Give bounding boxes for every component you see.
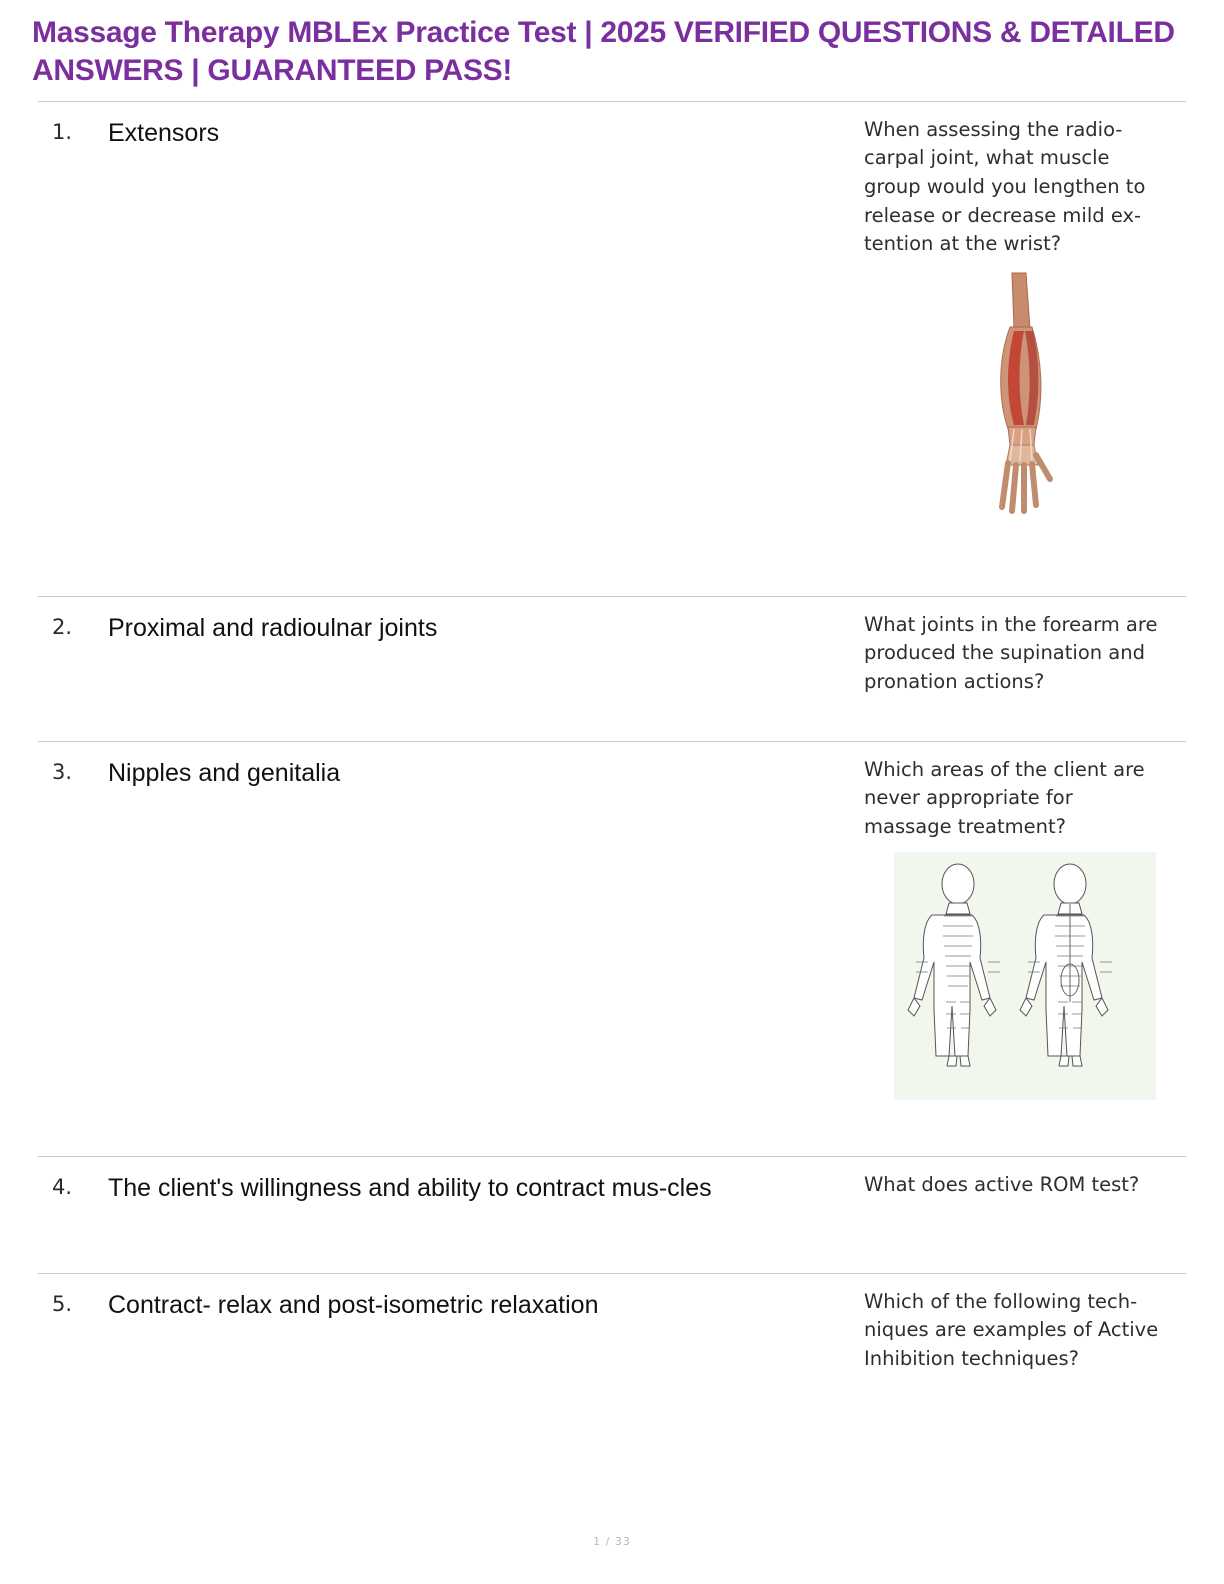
question-text: When assessing the radio-carpal joint, what muscle group would you lengthen to release or decrease mild ex-tention at the wrist?: [864, 117, 1146, 256]
table-row: [40, 1274, 1184, 1438]
table-row: [40, 597, 1184, 741]
answer-text: Contract- relax and post-isometric relaxation: [108, 1290, 599, 1319]
table-row: [40, 102, 1184, 596]
question-text: Which of the following tech-niques are examples of Active Inhibition techniques?: [864, 1289, 1159, 1371]
answer-text: The client's willingness and ability to contract mus-cles: [108, 1173, 712, 1202]
row-number: 2.: [52, 614, 73, 639]
body-chart-figure: [864, 852, 1164, 1109]
table-row: [40, 742, 1184, 1156]
row-number: 4.: [52, 1174, 73, 1199]
question-cell: [864, 116, 1164, 523]
table-row: [40, 1157, 1184, 1273]
question-cell: [864, 1288, 1164, 1374]
question-cell: [864, 1171, 1164, 1200]
question-text: What joints in the forearm are produced the supination and pronation actions?: [864, 612, 1158, 694]
page-title: Massage Therapy MBLEx Practice Test | 2025 VERIFIED QUESTIONS & DETAILED ANSWERS | GUARANTEED PASS!: [32, 16, 1175, 88]
row-number: 5.: [52, 1291, 73, 1316]
page-number: 1 / 33: [593, 1535, 631, 1548]
row-number: 3.: [52, 759, 73, 784]
row-number: 1.: [52, 119, 73, 144]
question-text: Which areas of the client are never appropriate for massage treatment?: [864, 757, 1145, 839]
answer-text: Nipples and genitalia: [108, 758, 341, 787]
answer-text: Proximal and radioulnar joints: [108, 613, 438, 642]
question-cell: [864, 756, 1164, 1109]
question-text: What does active ROM test?: [864, 1172, 1140, 1196]
question-cell: [864, 611, 1164, 697]
forearm-muscle-figure: [864, 269, 1164, 523]
answer-text: Extensors: [108, 118, 220, 147]
